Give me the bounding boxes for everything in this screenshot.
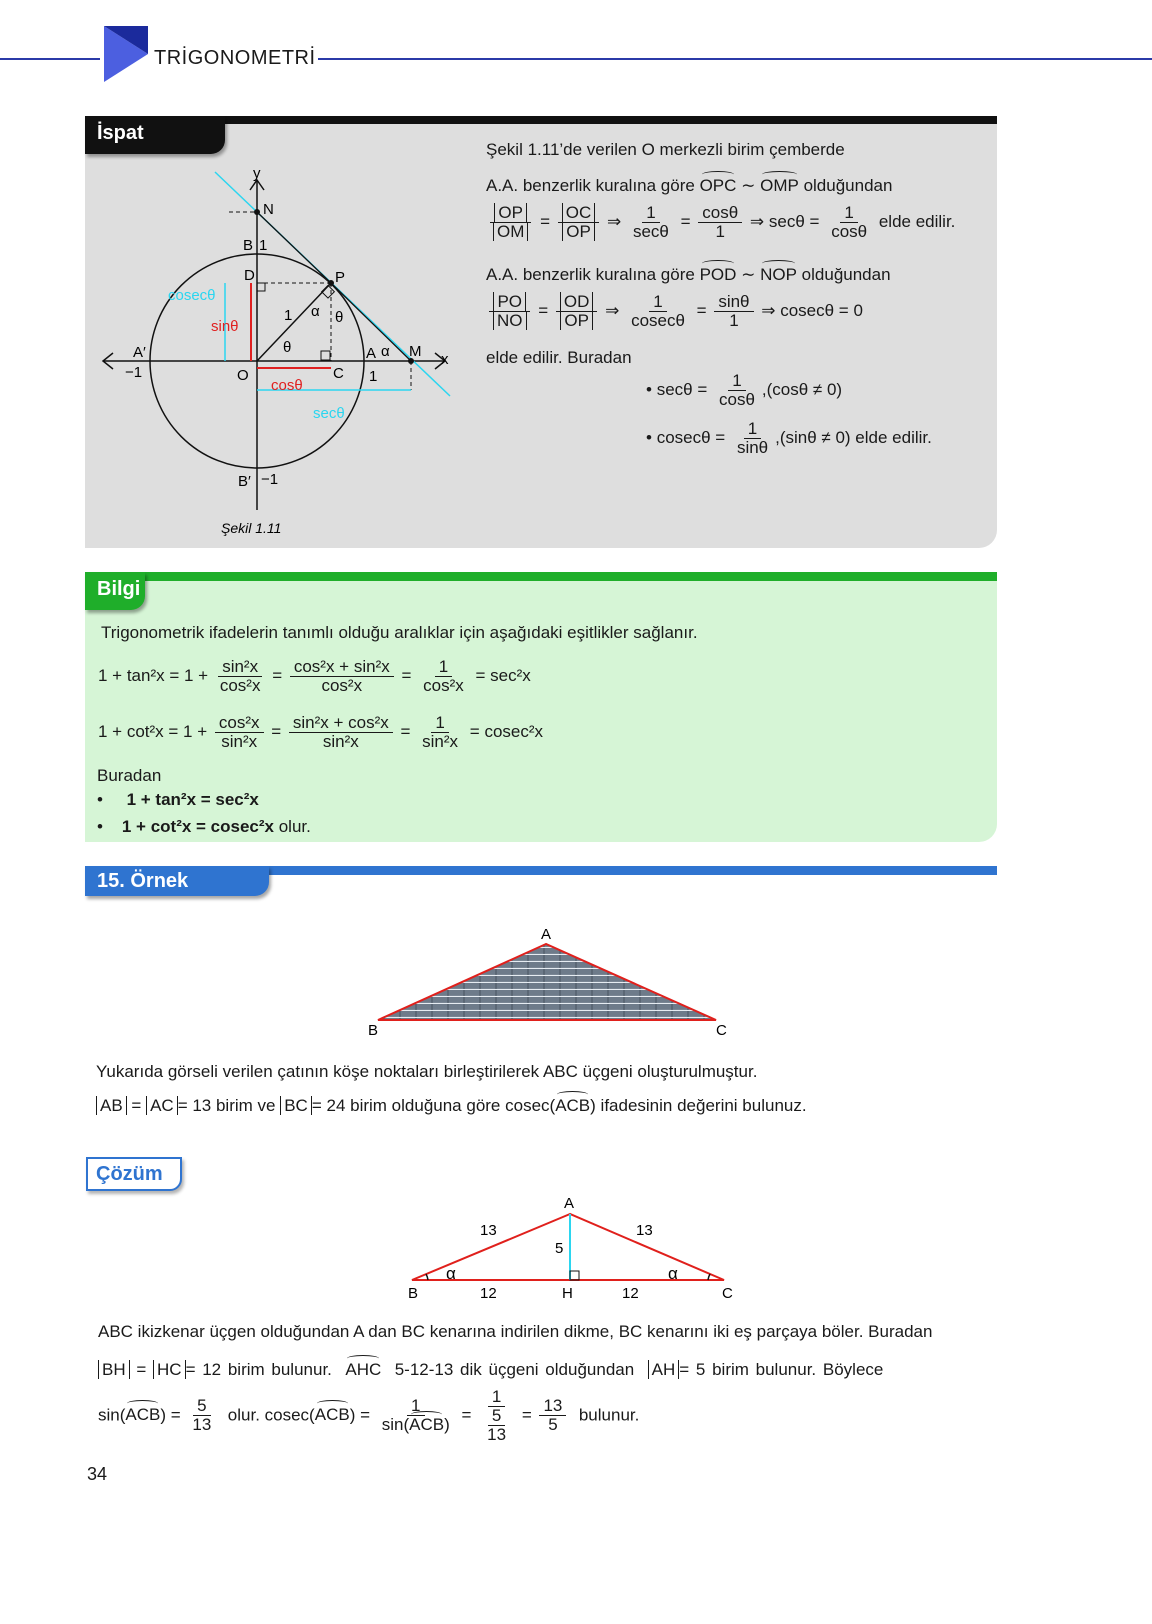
header-title: TRİGONOMETRİ [154,47,316,69]
fig-label-b: B [243,237,254,254]
cozum-paragraph-2: BH = HC = 12 birim bulunur. AHC 5-12-13 dik üçgeni olduğundan AH = 5 birim bulunur. Böylece [98,1360,883,1380]
fig-label-a: A [366,345,377,362]
ornek-question-1: Yukarıda görseli verilen çatının köşe noktaları birleştirilerek ABC üçgeni oluşturulmuştur. [96,1062,758,1081]
sol-label-alpha-b: α [446,1264,456,1283]
fig-label-c: C [333,365,344,382]
fig-label-one: 1 [284,307,293,324]
fig-label-a-val: 1 [369,368,378,385]
bilgi-tab: Bilgi [85,572,145,610]
ispat-eq1: $\frac{OP}{OM}$ = $\frac{OC}{OP}$ ⇒ $\frac{1}{\sec\theta}$ = $\frac{\cos\theta}{1}$ ⇒ secθ = $\frac{1}{\cos\theta}$ elde edilir. [486,204,955,241]
ispat-line4: elde edilir. Buradan [486,348,632,367]
bilgi-bullet2: • 1 + cot²x = cosec²x olur. [97,817,311,836]
roof-label-b: B [368,1022,379,1039]
bilgi-buradan: Buradan [97,766,162,785]
sol-label-a: A [564,1195,575,1212]
roof-triangle-figure [360,920,740,1040]
cozum-paragraph-3: sin(ACB) = $\frac{5}{13}$ olur. cosec(ACB) = $\frac{1}{\text{sin(ACB)}}$ = $\frac{1}{\frac{5}{13}}$ = $\frac{13}{5}$ bulunur. [98,1387,640,1444]
fig-label-o: O [237,367,249,384]
fig-label-alpha-m: α [381,343,390,360]
page-number: 34 [87,1464,108,1484]
bilgi-identity-1: 1 + tan²x = 1 + $\frac{\text{sin²x}}{\text{cos²x}}$ = $\frac{\text{cos²x + sin²x}}{\text{cos²x}}$ = $\frac{1}{\text{cos²x}}$ = sec²x [98,657,531,695]
fig-label-theta-o: θ [283,339,292,356]
ornek-tab: 15. Örnek [85,866,269,896]
solution-triangle-figure [400,1190,750,1305]
fig-label-theta-p: θ [335,309,344,326]
ispat-bullet2: • cosecθ = $\frac{1}{\sin\theta}$ ,(sinθ ≠ 0) elde edilir. [646,419,932,457]
header-rule-right [318,58,1152,60]
sol-label-bh: 12 [480,1285,497,1302]
bilgi-topbar [85,572,997,581]
ispat-tab: İspat [85,116,225,154]
bilgi-bullet1: • 1 + tan²x = sec²x [97,790,259,809]
sol-label-ab: 13 [480,1222,497,1239]
sol-label-ah: 5 [555,1240,564,1257]
fig-label-b-prime-val: −1 [261,471,279,488]
fig-label-b-prime: B′ [238,473,251,490]
fig-label-n: N [263,201,274,218]
sol-label-c: C [722,1285,733,1302]
fig-label-x: x [441,351,449,368]
roof-label-c: C [716,1022,727,1039]
fig-label-d: D [244,267,255,284]
ispat-eq2: $\frac{PO}{NO}$ = $\frac{OD}{OP}$ ⇒ $\frac{1}{cosec\theta}$ = $\frac{\sin\theta}{1}$ ⇒ cosecθ = 0 [486,293,863,330]
sol-label-ac: 13 [636,1222,653,1239]
sol-label-b: B [408,1285,419,1302]
fig-label-cosec: cosecθ [168,287,216,304]
sol-label-h: H [562,1285,573,1302]
sol-label-alpha-c: α [668,1264,678,1283]
fig-label-a-prime: A′ [133,344,146,361]
fig-label-a-prime-val: −1 [125,364,143,381]
fig-label-sin: sinθ [211,318,239,335]
ispat-line1: Şekil 1.11’de verilen O merkezli birim çemberde [486,140,845,159]
unit-circle-figure [95,160,475,550]
fig-caption: Şekil 1.11 [221,520,282,536]
roof-label-a: A [541,926,552,943]
ispat-line3: A.A. benzerlik kuralına göre POD ∼ NOP olduğundan [486,265,891,284]
ispat-bullet1: • secθ = $\frac{1}{\cos\theta}$ ,(cosθ ≠ 0) [646,371,843,409]
header-rule-left [0,58,100,60]
fig-label-sec: secθ [313,405,345,422]
ornek-question-2: AB = AC = 13 birim ve BC = 24 birim olduğuna göre cosec(ACB) ifadesinin değerini bulunuz. [96,1096,807,1116]
fig-label-m: M [409,343,422,360]
fig-label-p: P [335,269,346,286]
bilgi-identity-2: 1 + cot²x = 1 + $\frac{\text{cos²x}}{\text{sin²x}}$ = $\frac{\text{sin²x + cos²x}}{\text{sin²x}}$ = $\frac{1}{\text{sin²x}}$ = cosec²x [98,713,544,751]
fig-label-alpha: α [311,303,320,320]
cozum-paragraph-1: ABC ikizkenar üçgen olduğundan A dan BC kenarına indirilen dikme, BC kenarını iki eş parçaya böler. Buradan [98,1322,933,1341]
fig-label-y: y [253,165,261,182]
fig-label-b-one: 1 [259,237,268,254]
sol-label-hc: 12 [622,1285,639,1302]
ispat-line2: A.A. benzerlik kuralına göre OPC ∼ OMP olduğundan [486,176,893,195]
header-logo-icon [104,26,152,84]
bilgi-intro: Trigonometrik ifadelerin tanımlı olduğu aralıklar için aşağıdaki eşitlikler sağlanır. [101,623,698,642]
fig-label-cos: cosθ [271,377,303,394]
cozum-tab-label: Çözüm [96,1163,163,1185]
